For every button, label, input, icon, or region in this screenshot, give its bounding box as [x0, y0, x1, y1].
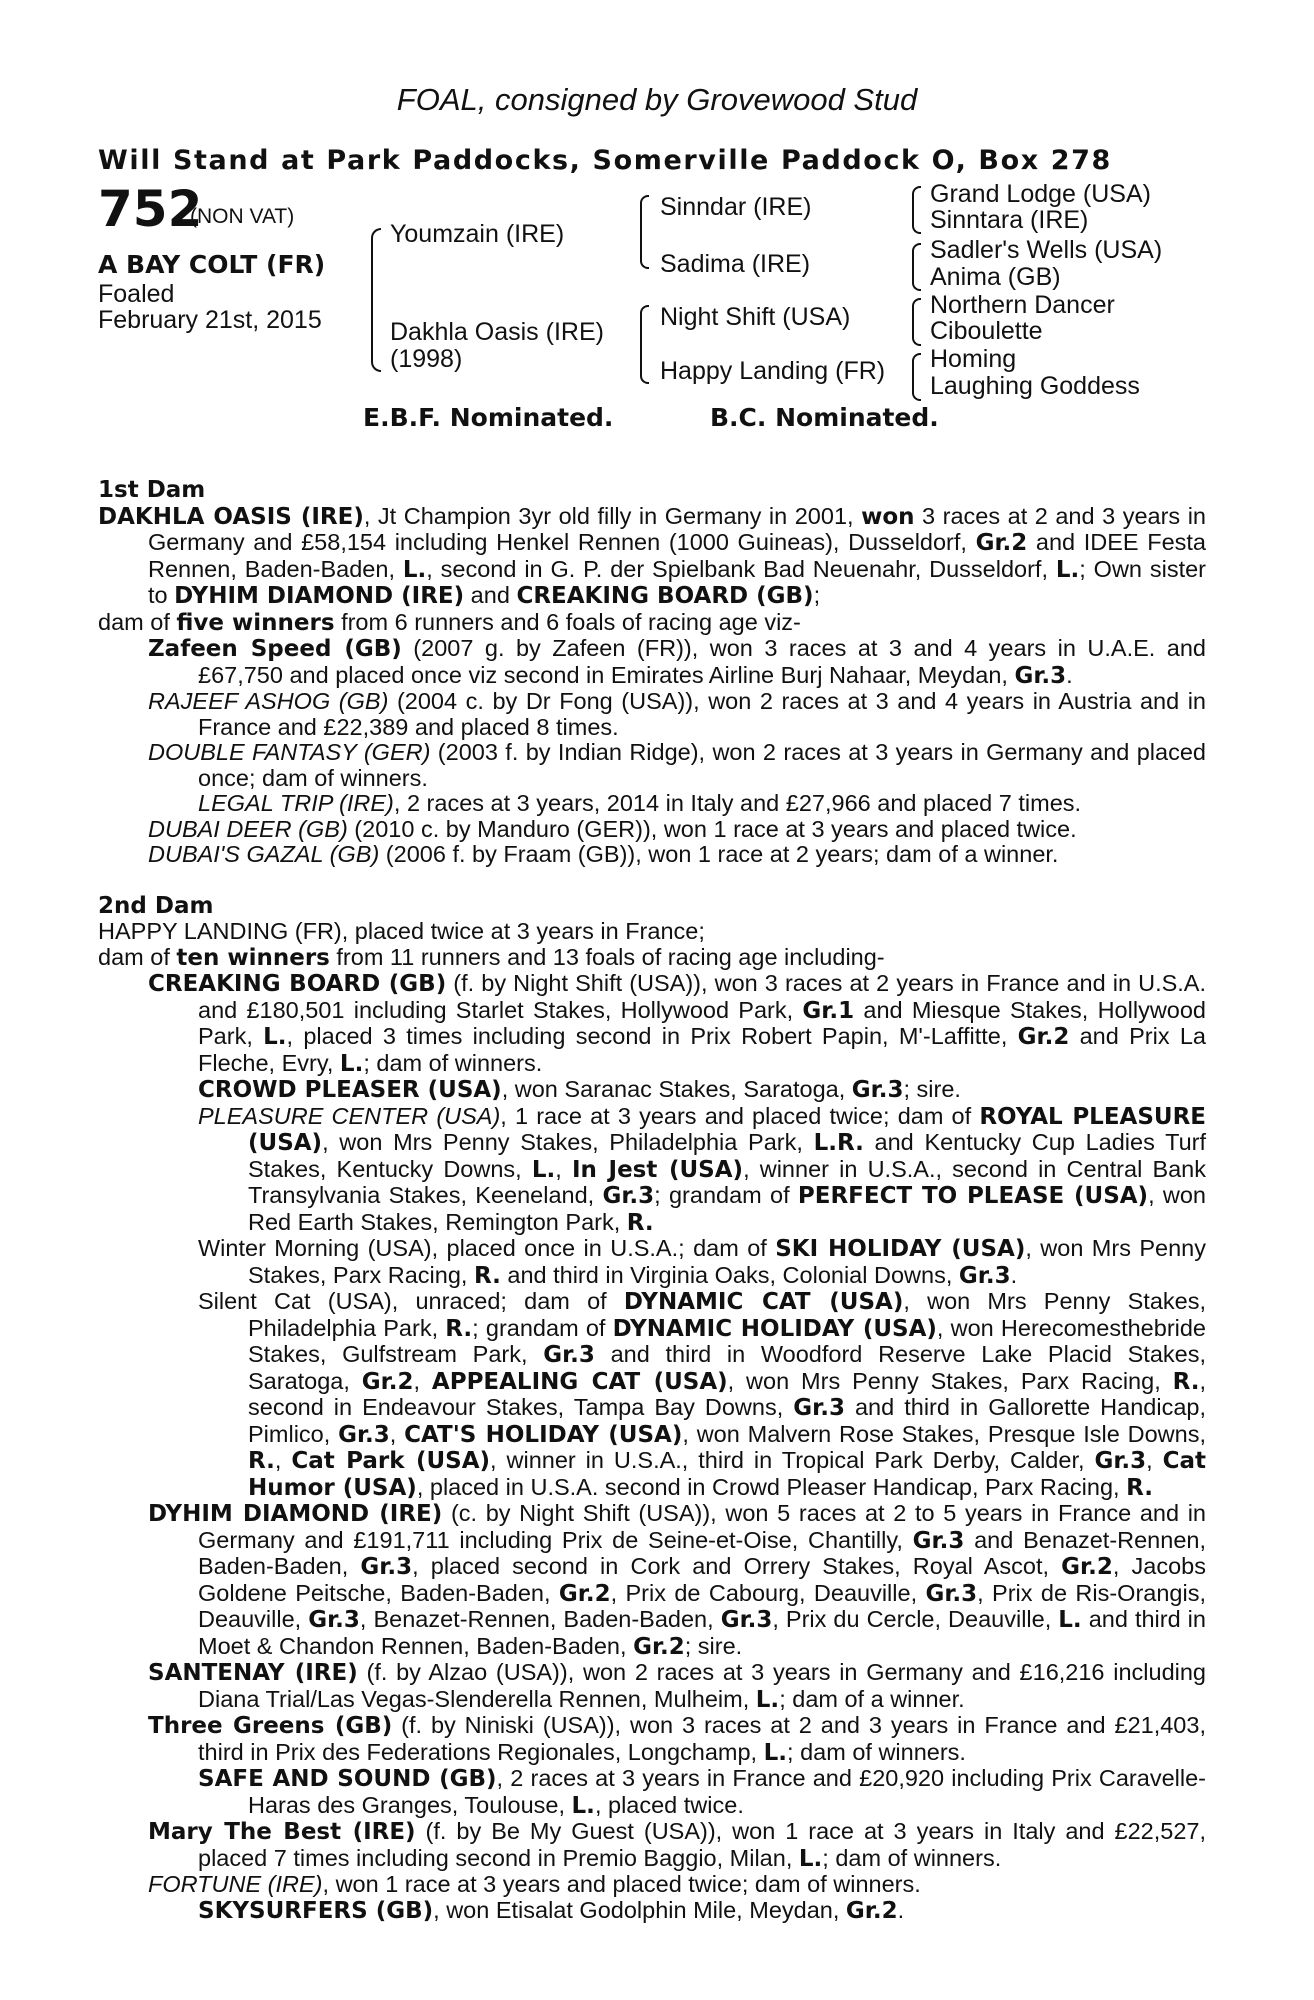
pedigree-entry [98, 1104, 1206, 1237]
pedigree-entry [98, 1236, 1206, 1289]
bold-text: Gr.3 [1014, 662, 1067, 689]
bold-text: R. [445, 1315, 473, 1342]
bold-text: L. [1055, 556, 1080, 583]
text-run: , won Malvern Rose Stakes, Presque Isle Downs, [682, 1420, 1207, 1447]
text-run: , placed in U.S.A. second in Crowd Pleaser Handicap, Parx Racing, [416, 1473, 1127, 1500]
text-run: Winter Morning (USA), placed once in U.S.A.; dam of [198, 1235, 776, 1261]
bold-text: L.R. [813, 1130, 864, 1156]
text-run: and third in Woodford Reserve Lake Placid Stakes, Saratoga, [248, 1341, 1206, 1394]
pedigree-entry [98, 636, 1206, 689]
second-dam-list [98, 919, 1206, 1924]
bold-text: DYHIM DIAMOND (IRE) [174, 583, 465, 609]
text-run: , winner in U.S.A., second in Central Bank Transylvania Stakes, Keeneland, [248, 1155, 1207, 1208]
bold-text: Mary The Best (IRE) [148, 1819, 416, 1845]
italic-text: RAJEEF ASHOG (GB) [148, 688, 389, 714]
text-run: , [389, 1420, 405, 1447]
bold-text: Gr.3 [793, 1395, 845, 1421]
dam: Dakhla Oasis (IRE) [390, 318, 604, 346]
bold-text: Gr.2 [1017, 1024, 1070, 1050]
bold-text: Gr.3 [360, 1554, 413, 1580]
pedigree-entry [98, 689, 1206, 740]
text-run: (f. by Niniski (USA)), won 3 races at 2 and 3 years in France and £21,403, third in Prix des Federations Regionales, Longchamp, [198, 1712, 1206, 1765]
bold-text: R. [1126, 1474, 1153, 1501]
italic-text: DUBAI DEER (GB) [148, 815, 348, 842]
pedigree-entry [98, 1898, 1206, 1925]
first-dam-produce-summary [98, 610, 1206, 637]
text-run: , Prix de Ris-Orangis, Deauville, [198, 1579, 1206, 1632]
text-run: , placed second in Cork and Orrery Stakes, Royal Ascot, [412, 1553, 1062, 1579]
italic-text: PLEASURE CENTER (USA) [198, 1102, 501, 1129]
text-run: ; dam of winners. [822, 1844, 1002, 1871]
text-run: , placed twice. [594, 1791, 744, 1818]
second-dam-heading: 2nd Dam [98, 892, 214, 919]
lot-number: 752 [98, 180, 203, 238]
text-run: dam of [98, 943, 177, 970]
text-run: , won Mrs Penny Stakes, Parx Racing, [727, 1367, 1173, 1394]
text-run: ; sire. [903, 1076, 961, 1102]
bold-text: Gr.2 [558, 1580, 611, 1607]
text-run: (2010 c. by Manduro (GER)), won 1 race at 3 years and placed twice. [347, 815, 1077, 842]
pedigree-entry [98, 945, 1206, 972]
bold-text: L. [531, 1156, 556, 1183]
bold-text: Cat Humor (USA) [248, 1448, 1207, 1501]
pedigree-entry [98, 919, 1206, 945]
dam-sire: Night Shift (USA) [660, 303, 851, 331]
text-run: HAPPY LANDING (FR), placed twice at 3 years in France; [98, 918, 705, 944]
bold-text: Gr.2 [361, 1368, 414, 1395]
bold-text: Gr.1 [802, 997, 855, 1024]
text-run: , won Herecomesthebride Stakes, Gulfstream Park, [248, 1314, 1207, 1367]
text-run: (f. by Be My Guest (USA)), won 1 race at 3 years in Italy and £22,527, placed 7 times including second in Premio Baggio, Milan, [198, 1818, 1206, 1871]
text-run: , placed 3 times including second in Prix Robert Papin, M'-Laffitte, [286, 1023, 1018, 1049]
text-run: , won Etisalat Godolphin Mile, Meydan, [433, 1896, 846, 1923]
foaled-label: Foaled [98, 280, 175, 308]
text-run: , won Red Earth Stakes, Remington Park, [248, 1182, 1207, 1235]
text-run: (2007 g. by Zafeen (FR)), won 3 races at 3 and 4 years in U.A.E. and £67,750 and placed once viz second in Emirates Airline Burj Nahaar, Meydan, [198, 635, 1206, 688]
bold-text: Gr.2 [845, 1897, 898, 1924]
text-run: , [555, 1155, 572, 1182]
text-run: and Kentucky Cup Ladies Turf Stakes, Kentucky Downs, [248, 1129, 1206, 1182]
text-run: (f. by Alzao (USA)), won 2 races at 3 years in Germany and £16,216 including Diana Trial/Las Vegas-Slenderella Rennen, Mulheim, [198, 1659, 1207, 1712]
text-run: and third in Moet & Chandon Rennen, Baden-Baden, [198, 1606, 1206, 1659]
bold-text: Gr.3 [308, 1607, 360, 1633]
text-run: ; grandam of [472, 1314, 613, 1341]
text-run: , 2 races at 3 years, 2014 in Italy and £27,966 and placed 7 times. [393, 790, 1082, 816]
dam-dam: Happy Landing (FR) [660, 357, 886, 385]
bold-text: Gr.3 [338, 1421, 390, 1448]
text-run: , [413, 1367, 432, 1394]
text-run: ; [813, 582, 821, 608]
ggp-3: Sadler's Wells (USA) [930, 236, 1163, 264]
text-run: and third in Gallorette Handicap, Pimlico, [248, 1394, 1207, 1447]
bold-text: Gr.3 [1094, 1448, 1147, 1474]
first-dam-paragraph [98, 504, 1206, 610]
ggp-2: Sinntara (IRE) [930, 206, 1089, 234]
ggp-6: Ciboulette [930, 317, 1043, 345]
pedigree-brace [371, 228, 381, 372]
bold-text: DAKHLA OASIS (IRE) [98, 503, 364, 530]
italic-text: DUBAI'S GAZAL (GB) [148, 841, 380, 867]
bold-text: CREAKING BOARD (GB) [148, 971, 447, 997]
ggp-5: Northern Dancer [930, 291, 1115, 319]
text-run: from 11 runners and 13 foals of racing age including- [329, 943, 885, 970]
text-run: and Benazet-Rennen, Baden-Baden, [198, 1526, 1206, 1579]
bold-text: R. [626, 1209, 654, 1236]
stand-location: Will Stand at Park Paddocks, Somerville Paddock O, Box 278 [98, 145, 1112, 176]
text-run: and IDEE Festa Rennen, Baden-Baden, [148, 529, 1206, 582]
ggp-1: Grand Lodge (USA) [930, 180, 1151, 208]
bold-text: L. [402, 556, 427, 583]
pedigree-brace [912, 243, 921, 291]
bold-text: R. [473, 1262, 501, 1289]
text-run: ; dam of winners. [787, 1738, 966, 1765]
pedigree-entry [98, 740, 1206, 791]
sire-dam: Sadima (IRE) [660, 250, 811, 278]
pedigree-entry [98, 791, 1206, 817]
italic-text: LEGAL TRIP (IRE) [198, 790, 394, 816]
bc-nomination: B.C. Nominated. [710, 403, 939, 432]
bold-text: SKYSURFERS (GB) [198, 1897, 434, 1924]
bold-text: won [861, 503, 915, 530]
text-run: and [464, 582, 517, 608]
text-run: . [1010, 1261, 1018, 1288]
bold-text: Gr.3 [912, 1527, 965, 1554]
bold-text: Gr.3 [543, 1342, 595, 1368]
text-run: 3 races at 2 and 3 years in Germany and £58,154 including Henkel Rennen (1000 Guineas), Dusseldorf, [148, 502, 1206, 555]
pedigree-brace [640, 195, 649, 269]
dam-history [98, 478, 1206, 1924]
catalogue-title: FOAL, consigned by Grovewood Stud [396, 82, 918, 117]
pedigree-entry [98, 1872, 1206, 1898]
text-run: (2006 f. by Fraam (GB)), won 1 race at 2 years; dam of a winner. [379, 841, 1059, 867]
pedigree-entry [98, 1819, 1206, 1872]
bold-text: Gr.2 [633, 1633, 685, 1660]
bold-text: L. [1058, 1607, 1082, 1633]
bold-text: Gr.2 [975, 530, 1028, 556]
text-run: (2003 f. by Indian Ridge), won 2 races at 3 years in Germany and placed once; dam of winners. [198, 739, 1206, 791]
first-dam-produce-list [98, 636, 1206, 868]
pedigree-entry [98, 1501, 1206, 1660]
foaled-date: February 21st, 2015 [98, 306, 322, 334]
text-run: ; dam of winners. [363, 1049, 543, 1076]
bold-text: Gr.2 [1061, 1554, 1113, 1580]
lot-description: A BAY COLT (FR) [98, 250, 326, 279]
bold-text: L. [763, 1739, 788, 1766]
text-run: dam of [98, 608, 177, 635]
bold-text: DYHIM DIAMOND (IRE) [148, 1501, 443, 1527]
text-run: (c. by Night Shift (USA)), won 5 races at 2 to 5 years in France and in Germany and £191,711 including Prix de Seine-et-Oise, Chantilly, [198, 1500, 1206, 1553]
ggp-4: Anima (GB) [930, 263, 1061, 291]
bold-text: L. [798, 1845, 823, 1872]
bold-text: DYNAMIC HOLIDAY (USA) [612, 1315, 937, 1342]
bold-text: CROWD PLEASER (USA) [198, 1077, 502, 1103]
bold-text: Gr.3 [720, 1607, 773, 1633]
bold-text: R. [248, 1448, 275, 1474]
pedigree-brace [912, 186, 921, 234]
ggp-8: Laughing Goddess [930, 372, 1140, 400]
bold-text: DYNAMIC CAT (USA) [623, 1289, 904, 1315]
bold-text: L. [755, 1686, 780, 1713]
pedigree-entry [98, 1077, 1206, 1104]
dam-year: (1998) [390, 345, 463, 373]
text-run: ; Own sister to [148, 555, 1207, 608]
bold-text: five winners [176, 609, 335, 636]
bold-text: Gr.3 [602, 1183, 655, 1209]
text-run: (2004 c. by Dr Fong (USA)), won 2 races at 3 and 4 years in Austria and in France and £22,389 and placed 8 times. [198, 688, 1206, 740]
bold-text: Zafeen Speed (GB) [148, 636, 402, 662]
text-run: , won Mrs Penny Stakes, Philadelphia Park, [248, 1288, 1206, 1341]
bold-text: Gr.3 [851, 1077, 904, 1103]
text-run: , won Saranac Stakes, Saratoga, [501, 1076, 852, 1102]
bold-text: Cat Park (USA) [291, 1448, 491, 1474]
pedigree-brace [640, 305, 649, 384]
text-run: , Prix du Cercle, Deauville, [772, 1606, 1059, 1632]
text-run: . [1066, 661, 1073, 688]
bold-text: ROYAL PLEASURE (USA) [248, 1103, 1207, 1156]
ggp-7: Homing [930, 345, 1017, 373]
pedigree-entry [98, 1660, 1206, 1713]
sire-sire: Sinndar (IRE) [660, 193, 812, 221]
text-run: , Benazet-Rennen, Baden-Baden, [359, 1606, 721, 1632]
bold-text: SAFE AND SOUND (GB) [198, 1766, 497, 1792]
text-run: , won Mrs Penny Stakes, Philadelphia Park, [322, 1129, 814, 1155]
pedigree-entry [98, 971, 1206, 1077]
text-run: and Miesque Stakes, Hollywood Park, [198, 996, 1206, 1049]
ebf-nomination: E.B.F. Nominated. [363, 403, 614, 432]
bold-text: Gr.3 [958, 1262, 1011, 1289]
pedigree-brace [912, 353, 921, 401]
text-run: and third in Virginia Oaks, Colonial Downs, [500, 1261, 959, 1288]
bold-text: L. [339, 1050, 364, 1077]
italic-text: FORTUNE (IRE) [148, 1871, 323, 1897]
text-run: , won 1 race at 3 years and placed twice; dam of winners. [322, 1871, 921, 1897]
text-run: , Jacobs Goldene Peitsche, Baden-Baden, [198, 1553, 1206, 1606]
pedigree-entry [98, 842, 1206, 868]
bold-text: Gr.3 [925, 1580, 978, 1607]
bold-text: L. [571, 1792, 595, 1819]
text-run: ; sire. [684, 1632, 743, 1659]
text-run: and Prix La Fleche, Evry, [198, 1023, 1206, 1076]
text-run: , 2 races at 3 years in France and £20,920 including Prix Caravelle-Haras des Granges, Toulouse, [248, 1765, 1206, 1818]
bold-text: R. [1172, 1368, 1200, 1395]
first-dam-heading: 1st Dam [98, 477, 206, 503]
text-run: , [1146, 1447, 1163, 1473]
text-run: , [274, 1447, 292, 1473]
text-run: , Prix de Cabourg, Deauville, [610, 1579, 926, 1606]
text-run: , 1 race at 3 years and placed twice; dam of [500, 1102, 980, 1129]
text-run: . [897, 1896, 905, 1923]
pedigree-entry [98, 1289, 1206, 1501]
bold-text: Three Greens (GB) [148, 1713, 393, 1739]
bold-text: SKI HOLIDAY (USA) [775, 1236, 1026, 1262]
bold-text: APPEALING CAT (USA) [431, 1368, 728, 1395]
pedigree-brace [912, 298, 921, 346]
text-run: Silent Cat (USA), unraced; dam of [198, 1288, 624, 1314]
text-run: , second in Endeavour Stakes, Tampa Bay Downs, [248, 1367, 1207, 1420]
vat-status: (NON VAT) [190, 205, 295, 228]
bold-text: In Jest (USA) [571, 1156, 744, 1183]
pedigree-entry [98, 1713, 1206, 1766]
text-run: ; grandam of [654, 1182, 798, 1208]
text-run: (f. by Night Shift (USA)), won 3 races at 2 years in France and in U.S.A. and £180,501 including Starlet Stakes, Hollywood Park, [198, 970, 1207, 1023]
text-run: ; dam of a winner. [779, 1685, 965, 1712]
italic-text: DOUBLE FANTASY (GER) [148, 739, 431, 765]
bold-text: PERFECT TO PLEASE (USA) [797, 1183, 1149, 1209]
bold-text: SANTENAY (IRE) [148, 1660, 358, 1686]
text-run: , Jt Champion 3yr old filly in Germany in 2001, [363, 502, 862, 529]
text-run: , winner in U.S.A., third in Tropical Park Derby, Calder, [490, 1447, 1095, 1473]
text-run: , second in G. P. der Spielbank Bad Neuenahr, Dusseldorf, [426, 555, 1056, 582]
bold-text: CAT'S HOLIDAY (USA) [404, 1421, 683, 1448]
bold-text: L. [263, 1024, 287, 1050]
pedigree-entry [98, 1766, 1206, 1819]
text-run: from 6 runners and 6 foals of racing age viz- [334, 608, 801, 635]
pedigree-entry [98, 817, 1206, 843]
bold-text: CREAKING BOARD (GB) [516, 583, 814, 609]
text-run: , won Mrs Penny Stakes, Parx Racing, [248, 1235, 1206, 1288]
bold-text: ten winners [176, 944, 330, 971]
sire: Youmzain (IRE) [390, 220, 565, 248]
